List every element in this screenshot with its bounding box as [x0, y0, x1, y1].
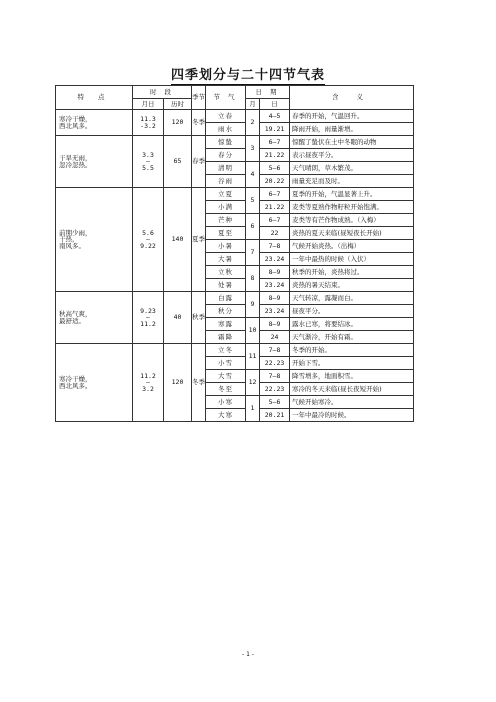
solar-term-name: 大暑 [206, 253, 246, 266]
season-feature-line: 最舒适。 [59, 316, 85, 325]
term-month: 2 [246, 110, 260, 136]
season-date-range-line: 3.3 [142, 150, 154, 159]
table-row [56, 136, 414, 149]
term-day: 8—9 [260, 292, 290, 305]
season-feature [56, 344, 133, 422]
header-row-1 [56, 86, 414, 99]
season-date-range-line: 5.6 [142, 228, 154, 237]
header-calendar: 历时 [164, 99, 192, 110]
solar-term-name: 清明 [206, 162, 246, 175]
solar-term-name: 白露 [206, 292, 246, 305]
term-meaning: 天气渐冷，开始有霜。 [290, 331, 414, 344]
term-day: 23.24 [260, 253, 290, 266]
term-day: 7—8 [260, 344, 290, 357]
term-meaning: 降雪增多，地面积雪。 [290, 370, 414, 383]
season-date-range [133, 136, 164, 188]
term-day: 8—9 [260, 266, 290, 279]
solar-term-name: 寒露 [206, 318, 246, 331]
season-feature-line: 干旱无雨， [59, 154, 92, 162]
table-row [56, 344, 414, 357]
season-feature-line: 西北风多。 [59, 381, 92, 390]
season-date-range-line: 5.5 [142, 163, 154, 172]
season-feature-line: 秋高气爽， [59, 310, 92, 318]
season-feature-line: 忽冷忽热。 [59, 160, 92, 169]
term-day: 24 [260, 331, 290, 344]
season-name: 夏季 [192, 188, 206, 292]
term-month: 8 [246, 266, 260, 292]
season-duration: 65 [164, 136, 192, 188]
season-feature-line: 寒冷干燥， [59, 375, 92, 383]
season-feature-line: 前期少雨， [59, 228, 92, 237]
term-meaning: 一年中最冷的时候。 [290, 409, 414, 422]
season-date-range-line: 3.2 [142, 384, 154, 393]
term-meaning: 炎热的夏天来临(昼短夜长开始) [290, 227, 414, 240]
term-meaning: 春季的开始，气温回升。 [290, 110, 414, 123]
term-meaning: 一年中最热的时候（入伏） [290, 253, 414, 266]
solar-term-name: 立秋 [206, 266, 246, 279]
term-meaning: 降雨开始，雨量渐增。 [290, 123, 414, 136]
term-day: 7—8 [260, 370, 290, 383]
term-meaning: 天气转凉，露凝而白。 [290, 292, 414, 305]
term-day: 23.24 [260, 279, 290, 292]
term-meaning: 开始下雪。 [290, 357, 414, 370]
solar-terms-table [55, 85, 414, 422]
solar-term-name: 小雪 [206, 357, 246, 370]
solar-term-name: 惊蛰 [206, 136, 246, 149]
table-row [56, 110, 414, 123]
term-meaning: 寒冷的冬天来临(昼长夜短开始) [290, 383, 414, 396]
title-text: 四季划分与二十四节气表 [170, 68, 325, 83]
solar-term-name: 秋分 [206, 305, 246, 318]
header-date: 日 期 [246, 86, 290, 99]
header-period: 时 段 [133, 86, 192, 99]
season-date-range-line: 9.22 [140, 241, 156, 250]
solar-term-name: 立冬 [206, 344, 246, 357]
season-duration: 140 [164, 188, 192, 292]
term-month: 4 [246, 162, 260, 188]
term-meaning: 雨量充足而及时。 [290, 175, 414, 188]
solar-term-name: 夏至 [206, 227, 246, 240]
header-season: 季节 [192, 86, 206, 110]
season-date-range-line: — [146, 313, 150, 322]
term-meaning: 秋季的开始，炎热将过。 [290, 266, 414, 279]
term-meaning: 冬季的开始。 [290, 344, 414, 357]
term-month: 5 [246, 188, 260, 214]
season-feature-line: 干热， [59, 235, 79, 244]
solar-term-name: 大雪 [206, 370, 246, 383]
table-row [56, 188, 414, 201]
season-date-range [133, 110, 164, 136]
solar-term-name: 小寒 [206, 396, 246, 409]
season-date-range-line: — [146, 157, 150, 166]
header-term: 节 气 [206, 86, 246, 110]
season-date-range [133, 188, 164, 292]
term-day: 22.23 [260, 383, 290, 396]
season-date-range-line: — [146, 235, 150, 244]
header-meaning: 含 义 [290, 86, 414, 110]
season-name: 冬季 [192, 110, 206, 136]
term-day: 8—9 [260, 318, 290, 331]
solar-term-name: 处暑 [206, 279, 246, 292]
term-month: 10 [246, 318, 260, 344]
term-month: 7 [246, 240, 260, 266]
term-month: 12 [246, 370, 260, 396]
term-meaning: 惊醒了蛰伏在土中冬眠的动物 [290, 136, 414, 149]
season-name: 秋季 [192, 292, 206, 344]
season-date-range-line: — [146, 378, 150, 387]
term-meaning: 露水已寒，将要结冰。 [290, 318, 414, 331]
term-day: 21.22 [260, 201, 290, 214]
season-feature [56, 110, 133, 136]
term-day: 22 [260, 227, 290, 240]
term-day: 6—7 [260, 214, 290, 227]
header-feature: 特 点 [56, 86, 133, 110]
season-duration: 120 [164, 110, 192, 136]
solar-term-name: 立夏 [206, 188, 246, 201]
season-date-range-line: 11.3 [140, 115, 156, 123]
term-meaning: 炎热的暑天结束。 [290, 279, 414, 292]
solar-term-name: 雨水 [206, 123, 246, 136]
term-meaning: 昼夜平分。 [290, 305, 414, 318]
solar-term-name: 霜降 [206, 331, 246, 344]
solar-term-name: 春分 [206, 149, 246, 162]
season-duration: 40 [164, 292, 192, 344]
season-name: 春季 [192, 136, 206, 188]
season-date-range-line: 9.23 [140, 306, 156, 315]
term-day: 5—6 [260, 396, 290, 409]
term-day: 20.21 [260, 409, 290, 422]
header-day: 日 [260, 99, 290, 110]
term-month: 6 [246, 214, 260, 240]
term-day: 7—8 [260, 240, 290, 253]
solar-term-name: 冬至 [206, 383, 246, 396]
season-feature [56, 292, 133, 344]
term-day: 6—7 [260, 188, 290, 201]
season-duration: 120 [164, 344, 192, 422]
term-month: 1 [246, 396, 260, 422]
term-meaning: 气候开始寒冷。 [290, 396, 414, 409]
term-day: 4—5 [260, 110, 290, 123]
term-month: 9 [246, 292, 260, 318]
season-date-range-line: 11.2 [140, 319, 156, 328]
term-day: 6—7 [260, 136, 290, 149]
term-meaning: 气候开始炎热。（出梅） [290, 240, 414, 253]
term-month: 11 [246, 344, 260, 370]
term-meaning: 天气晴朗，草木繁茂。 [290, 162, 414, 175]
season-date-range-line: -3.2 [140, 121, 156, 130]
solar-term-name: 立春 [206, 110, 246, 123]
solar-term-name: 小暑 [206, 240, 246, 253]
term-meaning: 夏季的开始，气温显著上升。 [290, 188, 414, 201]
document-title [0, 64, 496, 83]
season-feature-line: 南风多。 [59, 241, 85, 250]
season-name: 冬季 [192, 344, 206, 422]
page-number: - 1 - [242, 651, 254, 658]
term-day: 5—6 [260, 162, 290, 175]
season-feature-line: 寒冷干燥， [59, 115, 92, 123]
header-solar-date: 月日 [133, 99, 164, 110]
header-month: 月 [246, 99, 260, 110]
table-row [56, 292, 414, 305]
season-date-range [133, 292, 164, 344]
term-day: 21.22 [260, 149, 290, 162]
season-date-range-line: 11.2 [140, 371, 156, 380]
season-feature [56, 136, 133, 188]
solar-term-name: 谷雨 [206, 175, 246, 188]
term-meaning: 麦类等有芒作物成熟。（入梅） [290, 214, 414, 227]
season-feature [56, 188, 133, 292]
term-day: 23.24 [260, 305, 290, 318]
solar-term-name: 小满 [206, 201, 246, 214]
solar-term-name: 芒种 [206, 214, 246, 227]
season-date-range [133, 344, 164, 422]
term-day: 22.23 [260, 357, 290, 370]
term-month: 3 [246, 136, 260, 162]
term-day: 19.21 [260, 123, 290, 136]
term-day: 20.22 [260, 175, 290, 188]
table-body [56, 110, 414, 422]
solar-term-name: 大寒 [206, 409, 246, 422]
term-meaning: 麦类等夏熟作物籽粒开始饱满。 [290, 201, 414, 214]
term-meaning: 表示昼夜平分。 [290, 149, 414, 162]
season-feature-line: 西北风多。 [59, 121, 92, 130]
